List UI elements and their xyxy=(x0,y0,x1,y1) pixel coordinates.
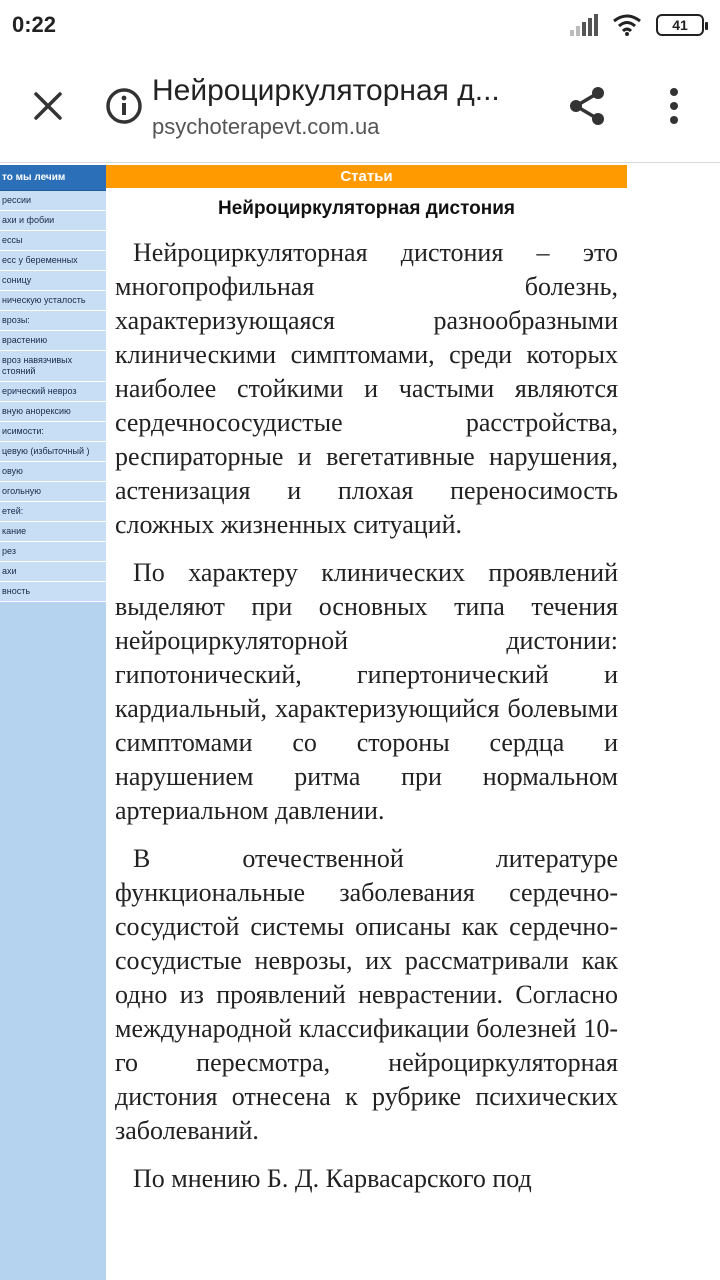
sidebar-item[interactable]: огольную xyxy=(0,482,106,502)
sidebar-item[interactable]: рез xyxy=(0,542,106,562)
sidebar-item[interactable]: ническую усталость xyxy=(0,291,106,311)
article-paragraph: Нейроциркуляторная дистония – это многопрофильная болезнь, характеризующаяся разнообразными клиническими симптомами, среди которых наиболее стойкими и частыми являются сердечнососудистые расстройства, респираторные и вегетативные нарушения, астенизация и плохая переносимость сложных жизненных ситуаций. xyxy=(115,238,618,539)
status-time: 0:22 xyxy=(12,12,57,37)
section-header[interactable]: Статьи xyxy=(106,165,627,188)
sidebar-item[interactable]: ессы xyxy=(0,231,106,251)
sidebar-item[interactable]: есс у беременных xyxy=(0,251,106,271)
sidebar-item[interactable]: соницу xyxy=(0,271,106,291)
sidebar-menu xyxy=(0,165,106,1280)
article-title: Нейроциркуляторная дистония xyxy=(217,198,515,219)
sidebar-item[interactable]: вную анорексию xyxy=(0,402,106,422)
info-icon[interactable] xyxy=(104,86,144,126)
page-title[interactable]: Нейроциркуляторная д... xyxy=(152,74,500,107)
article-paragraph: По мнению Б. Д. Карвасарского под xyxy=(133,1164,532,1193)
signal-icon xyxy=(570,14,598,36)
more-options-icon[interactable] xyxy=(654,84,694,128)
browser-toolbar xyxy=(0,52,720,163)
page-url[interactable]: psychoterapevt.com.ua xyxy=(152,114,380,139)
sidebar-item[interactable]: овую xyxy=(0,462,106,482)
sidebar-item[interactable]: кание xyxy=(0,522,106,542)
sidebar-item[interactable]: етей: xyxy=(0,502,106,522)
close-icon[interactable] xyxy=(28,86,68,126)
sidebar-item[interactable]: вность xyxy=(0,582,106,602)
share-icon[interactable] xyxy=(566,84,610,128)
sidebar-item[interactable]: ахи xyxy=(0,562,106,582)
status-icons xyxy=(570,12,704,38)
sidebar-heading: то мы лечим xyxy=(0,165,106,191)
battery-level: 41 xyxy=(672,17,688,33)
article-body xyxy=(115,236,618,1210)
battery-icon xyxy=(656,14,704,36)
sidebar-item[interactable]: вроз навязчивых стояний xyxy=(0,351,106,382)
sidebar-item[interactable]: ерический невроз xyxy=(0,382,106,402)
wifi-icon xyxy=(612,14,642,36)
sidebar-item[interactable]: врастению xyxy=(0,331,106,351)
article-paragraph: По характеру клинических проявлений выделяют при основных типа течения нейроциркуляторной дистонии: гипотонический, гипертонический и кардиальный, характеризующийся болевыми симптомами со стороны сердца и нарушением ритма при нормальном артериальном давлении. xyxy=(115,558,618,825)
sidebar-item[interactable]: исимости: xyxy=(0,422,106,442)
sidebar-item[interactable]: ахи и фобии xyxy=(0,211,106,231)
sidebar-item[interactable]: рессии xyxy=(0,191,106,211)
article-paragraph: В отечественной литературе функциональные заболевания сердечно-сосудистой системы описаны как сердечно-сосудистые неврозы, их рассматривали как одно из проявлений неврастении. Согласно международной классификации болезней 10-го пересмотра, нейроциркуляторная дистония отнесена к рубрике психических заболеваний. xyxy=(115,844,618,1145)
status-bar xyxy=(0,0,720,52)
sidebar-item[interactable]: врозы: xyxy=(0,311,106,331)
sidebar-item[interactable]: цевую (избыточный ) xyxy=(0,442,106,462)
